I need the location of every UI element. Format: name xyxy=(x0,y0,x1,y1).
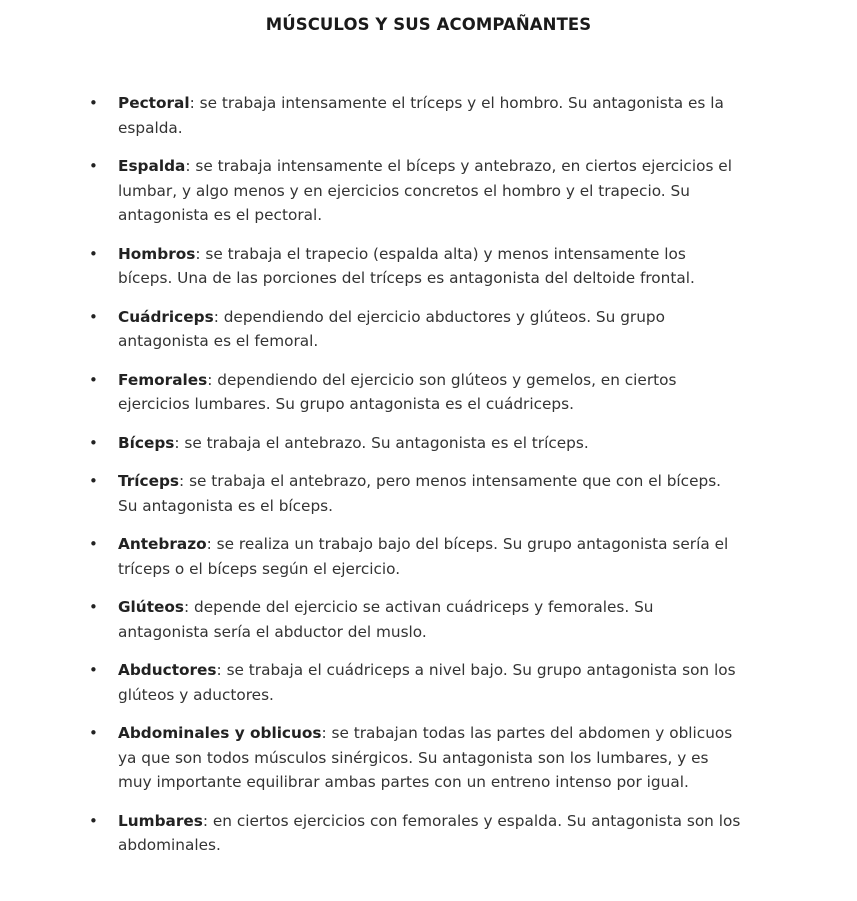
list-item xyxy=(88,305,743,354)
item-term: Antebrazo xyxy=(118,535,207,553)
item-description: : dependiendo del ejercicio abductores y glúteos. Su grupo antagonista es el femoral. xyxy=(118,307,665,350)
item-term: Pectoral xyxy=(118,94,190,112)
list-item xyxy=(88,242,743,291)
item-term: Bíceps xyxy=(118,433,175,452)
bullet-icon: • xyxy=(89,244,98,263)
item-term: Abductores xyxy=(118,661,217,679)
bullet-icon: • xyxy=(89,598,98,616)
list-item xyxy=(88,368,743,417)
item-term: Espalda xyxy=(118,157,186,175)
item-description: : se trabajan todas las partes del abdomen y oblicuos ya que son todos músculos sinérgicos. Su antagonista son los lumbares, y es muy importante equilibrar ambas partes con un entreno intenso por igual. xyxy=(118,724,733,791)
bullet-icon: • xyxy=(89,157,98,175)
item-description: : se trabaja intensamente el bíceps y antebrazo, en ciertos ejercicios el lumbar, y algo menos y en ejercicios concretos el hombro y el trapecio. Su antagonista es el pectoral. xyxy=(118,157,732,224)
item-description: : se trabaja intensamente el tríceps y el hombro. Su antagonista es la espalda. xyxy=(118,94,724,137)
item-term: Lumbares xyxy=(118,811,203,830)
list-item xyxy=(88,809,743,858)
item-description: : se trabaja el antebrazo, pero menos intensamente que con el bíceps. Su antagonista es el bíceps. xyxy=(118,472,722,515)
item-term: Glúteos xyxy=(118,598,184,616)
item-term: Cuádriceps xyxy=(118,307,214,326)
muscle-list xyxy=(88,91,743,872)
bullet-icon: • xyxy=(89,307,98,326)
item-description: : dependiendo del ejercicio son glúteos y gemelos, en ciertos ejercicios lumbares. Su grupo antagonista es el cuádriceps. xyxy=(118,370,677,413)
bullet-icon: • xyxy=(89,94,98,112)
list-item xyxy=(88,431,743,456)
bullet-icon: • xyxy=(89,535,98,553)
item-description: : se trabaja el cuádriceps a nivel bajo. Su grupo antagonista son los glúteos y aductores. xyxy=(118,661,736,704)
bullet-icon: • xyxy=(89,661,98,679)
item-description: : se trabaja el trapecio (espalda alta) y menos intensamente los bíceps. Una de las porciones del tríceps es antagonista del deltoide frontal. xyxy=(118,244,695,287)
list-item xyxy=(88,469,743,518)
list-item xyxy=(88,532,743,581)
item-description: : se realiza un trabajo bajo del bíceps. Su grupo antagonista sería el tríceps o el bíceps según el ejercicio. xyxy=(118,535,729,578)
item-description: : depende del ejercicio se activan cuádriceps y femorales. Su antagonista sería el abductor del muslo. xyxy=(118,598,654,641)
page-title: MÚSCULOS Y SUS ACOMPAÑANTES xyxy=(265,15,592,34)
item-term: Femorales xyxy=(118,370,208,389)
bullet-icon: • xyxy=(89,472,98,490)
item-description: : se trabaja el antebrazo. Su antagonista es el tríceps. xyxy=(174,433,589,452)
bullet-icon: • xyxy=(89,724,98,742)
list-item xyxy=(88,154,743,228)
list-item xyxy=(88,658,743,707)
list-item xyxy=(88,91,743,140)
bullet-icon: • xyxy=(89,811,98,830)
item-description: : en ciertos ejercicios con femorales y espalda. Su antagonista son los abdominales. xyxy=(118,811,741,854)
item-term: Tríceps xyxy=(118,472,180,490)
bullet-icon: • xyxy=(89,433,98,452)
item-term: Hombros xyxy=(118,244,196,263)
list-item xyxy=(88,721,743,795)
list-item xyxy=(88,595,743,644)
item-term: Abdominales y oblicuos xyxy=(118,724,322,742)
bullet-icon: • xyxy=(89,370,98,389)
